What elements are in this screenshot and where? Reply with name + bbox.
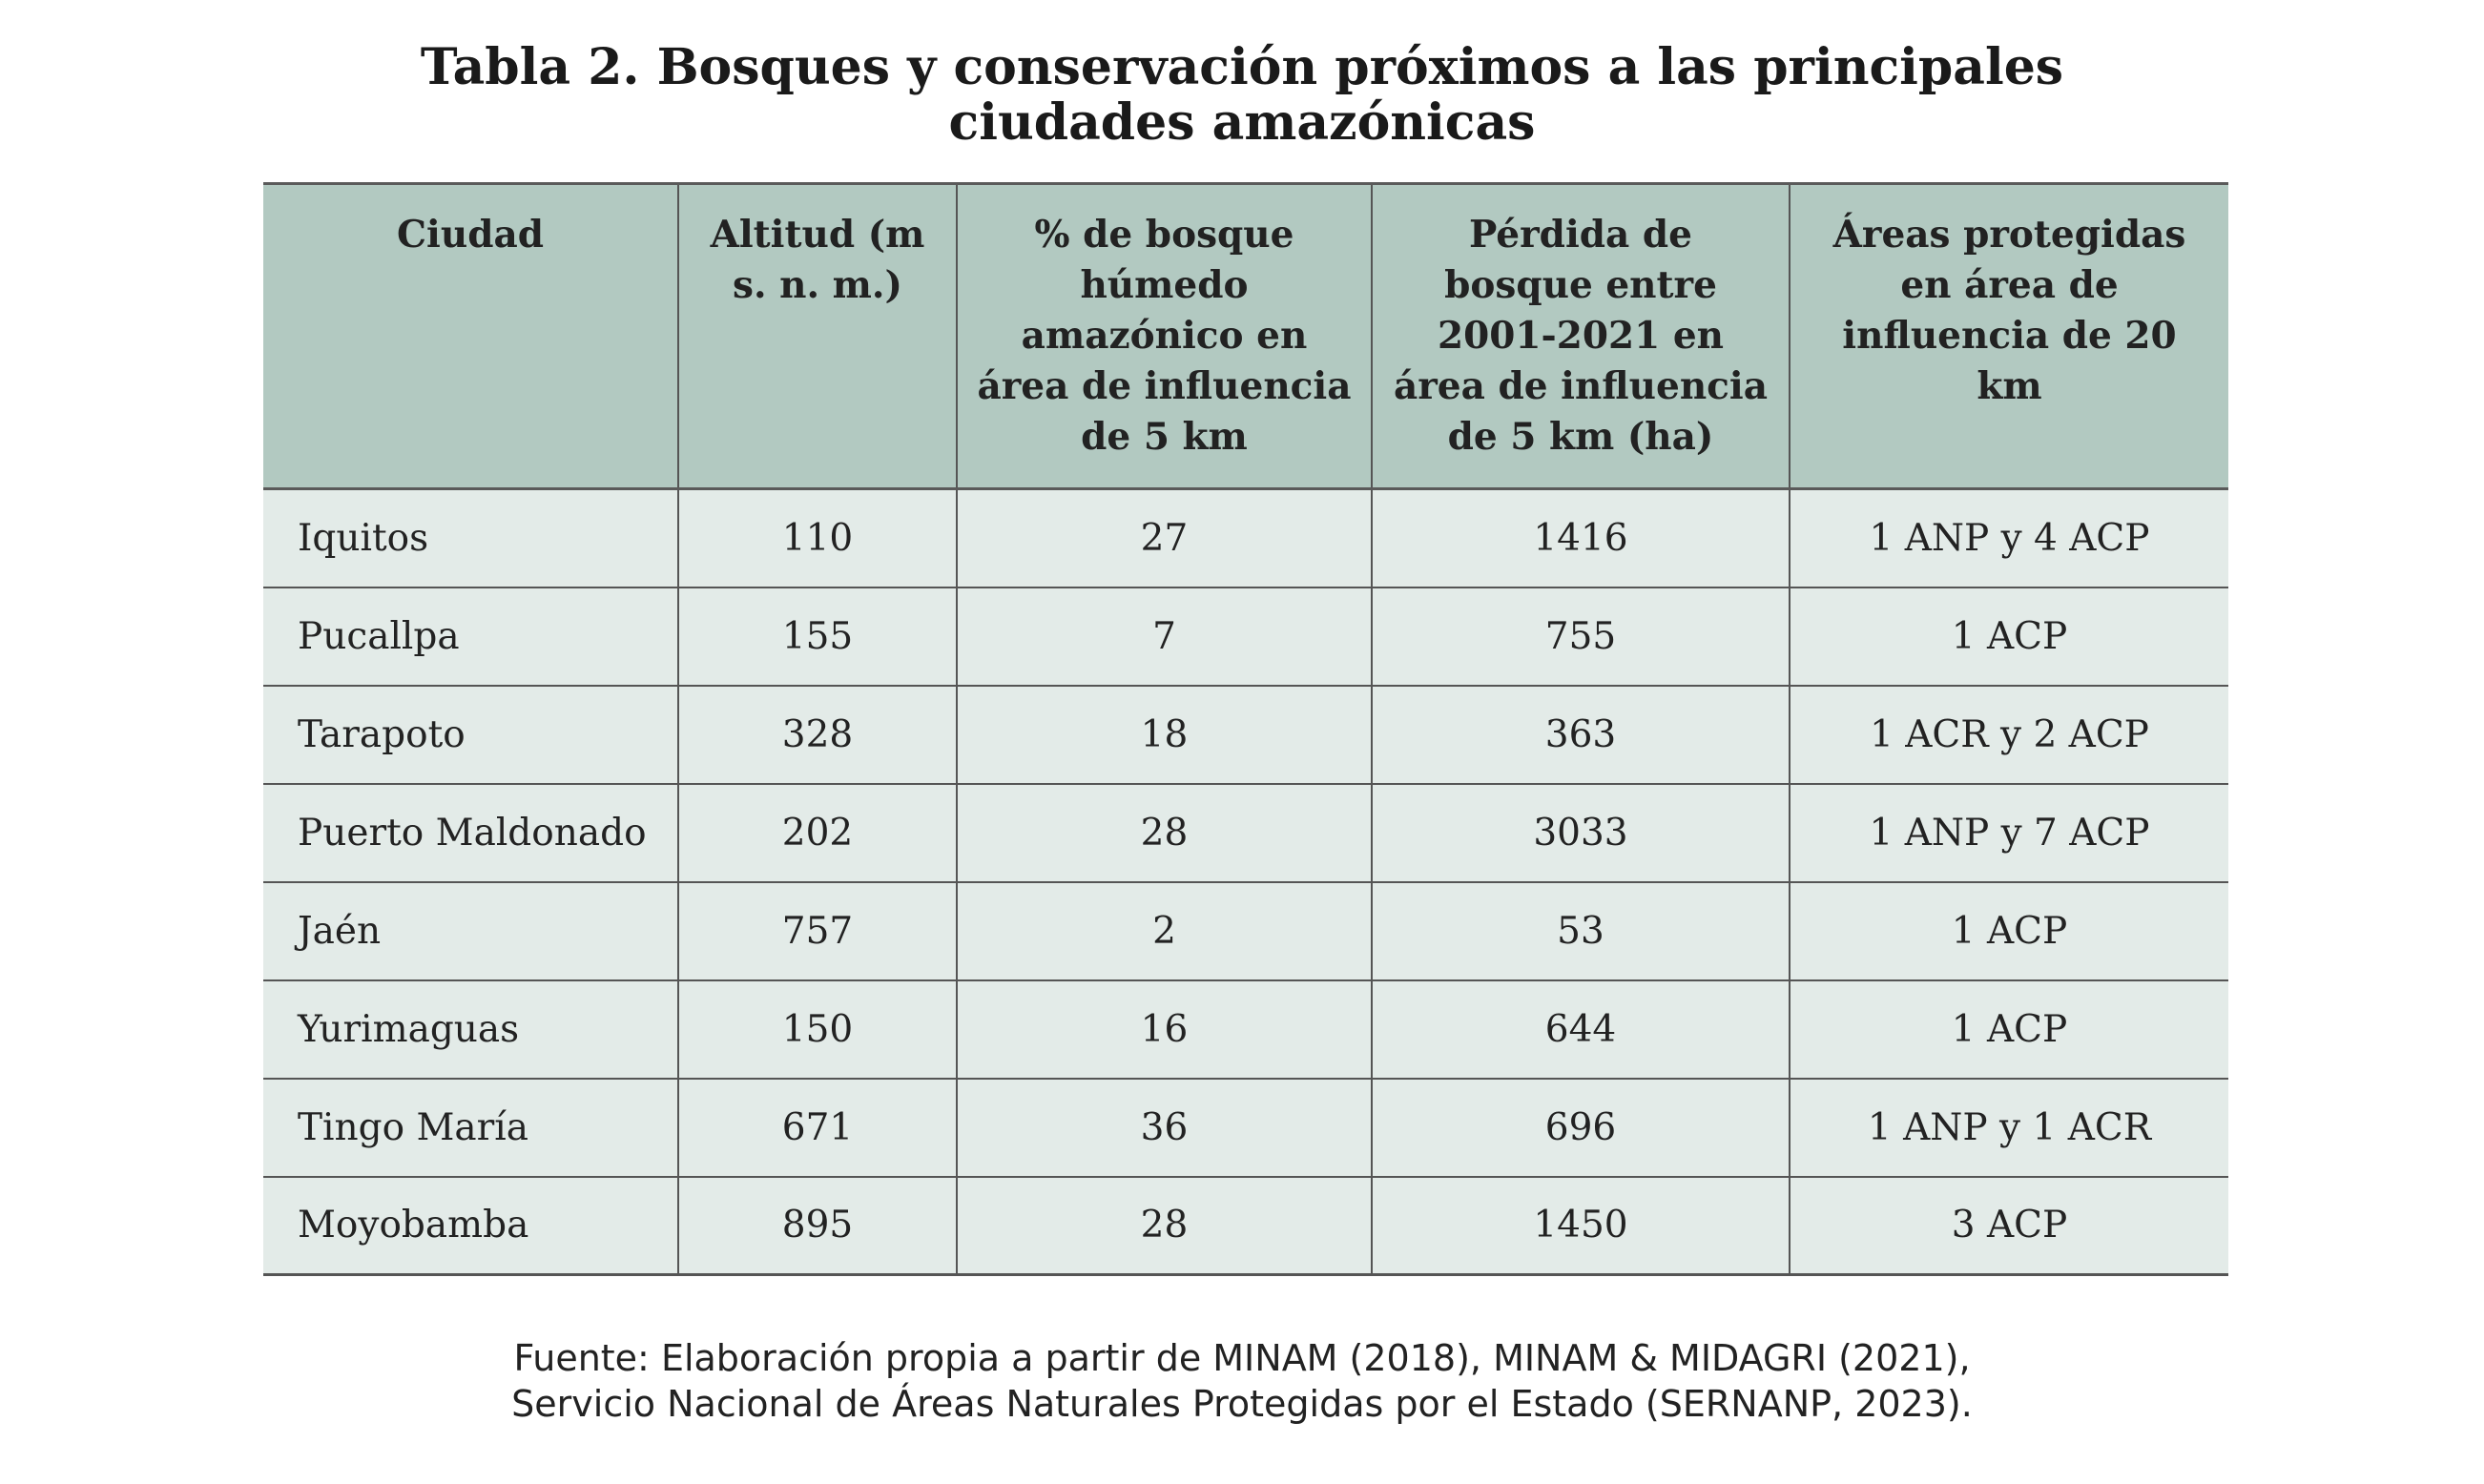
cell-altitud: 757	[678, 882, 957, 980]
cell-altitud: 671	[678, 1079, 957, 1177]
table-row	[263, 882, 2228, 980]
source-note	[0, 1335, 2484, 1427]
cell-ciudad: Yurimaguas	[298, 1007, 520, 1051]
header-bosque-humedo: % de bosque húmedo amazónico en área de influencia de 5 km	[957, 184, 1372, 489]
cell-bosque: 28	[957, 784, 1372, 882]
table-header	[263, 184, 2228, 489]
table-row	[263, 489, 2228, 587]
cell-ciudad: Moyobamba	[298, 1204, 529, 1247]
cell-ciudad: Jaén	[298, 909, 382, 953]
cell-areas: 1 ANP y 7 ACP	[1790, 784, 2228, 882]
forest-conservation-table	[263, 182, 2228, 1276]
header-perdida-bosque: Pérdida de bosque entre 2001-2021 en área de influencia de 5 km (ha)	[1372, 184, 1790, 489]
cell-ciudad: Pucallpa	[298, 614, 460, 658]
cell-altitud: 150	[678, 980, 957, 1079]
cell-perdida: 53	[1372, 882, 1790, 980]
cell-perdida: 363	[1372, 686, 1790, 784]
table-body	[263, 489, 2228, 1275]
cell-areas: 1 ANP y 1 ACR	[1790, 1079, 2228, 1177]
cell-bosque: 2	[957, 882, 1372, 980]
cell-bosque: 7	[957, 587, 1372, 686]
cell-bosque: 28	[957, 1177, 1372, 1275]
source-line-2: Servicio Nacional de Áreas Naturales Protegidas por el Estado (SERNANP, 2023).	[511, 1383, 1973, 1425]
header-areas-protegidas: Áreas protegidas en área de influencia de 20 km	[1790, 184, 2228, 489]
header-ciudad: Ciudad	[396, 213, 545, 257]
table-row	[263, 686, 2228, 784]
cell-areas: 1 ACP	[1790, 980, 2228, 1079]
cell-areas: 1 ACP	[1790, 882, 2228, 980]
cell-altitud: 155	[678, 587, 957, 686]
table-row	[263, 1079, 2228, 1177]
cell-bosque: 36	[957, 1079, 1372, 1177]
header-row	[263, 184, 2228, 489]
cell-perdida: 1450	[1372, 1177, 1790, 1275]
cell-areas: 1 ACR y 2 ACP	[1790, 686, 2228, 784]
header-altitud: Altitud (m s. n. m.)	[678, 184, 957, 489]
table-row	[263, 980, 2228, 1079]
cell-altitud: 328	[678, 686, 957, 784]
cell-perdida: 1416	[1372, 489, 1790, 587]
cell-perdida: 644	[1372, 980, 1790, 1079]
cell-bosque: 16	[957, 980, 1372, 1079]
cell-altitud: 202	[678, 784, 957, 882]
cell-altitud: 110	[678, 489, 957, 587]
cell-areas: 1 ACP	[1790, 587, 2228, 686]
cell-areas: 1 ANP y 4 ACP	[1790, 489, 2228, 587]
cell-perdida: 755	[1372, 587, 1790, 686]
table-title-line-2: ciudades amazónicas	[948, 93, 1536, 152]
cell-ciudad: Puerto Maldonado	[298, 811, 647, 855]
cell-perdida: 696	[1372, 1079, 1790, 1177]
table-title-line-1: Tabla 2. Bosques y conservación próximos a las principales	[420, 38, 2064, 96]
cell-areas: 3 ACP	[1790, 1177, 2228, 1275]
cell-ciudad: Tarapoto	[298, 712, 466, 756]
cell-bosque: 27	[957, 489, 1372, 587]
table-title	[0, 40, 2484, 151]
table-row	[263, 587, 2228, 686]
table-row	[263, 1177, 2228, 1275]
cell-ciudad: Tingo María	[298, 1105, 528, 1149]
table-row	[263, 784, 2228, 882]
cell-ciudad: Iquitos	[298, 516, 429, 560]
cell-perdida: 3033	[1372, 784, 1790, 882]
cell-altitud: 895	[678, 1177, 957, 1275]
cell-bosque: 18	[957, 686, 1372, 784]
source-line-1: Fuente: Elaboración propia a partir de MINAM (2018), MINAM & MIDAGRI (2021),	[513, 1337, 1971, 1379]
